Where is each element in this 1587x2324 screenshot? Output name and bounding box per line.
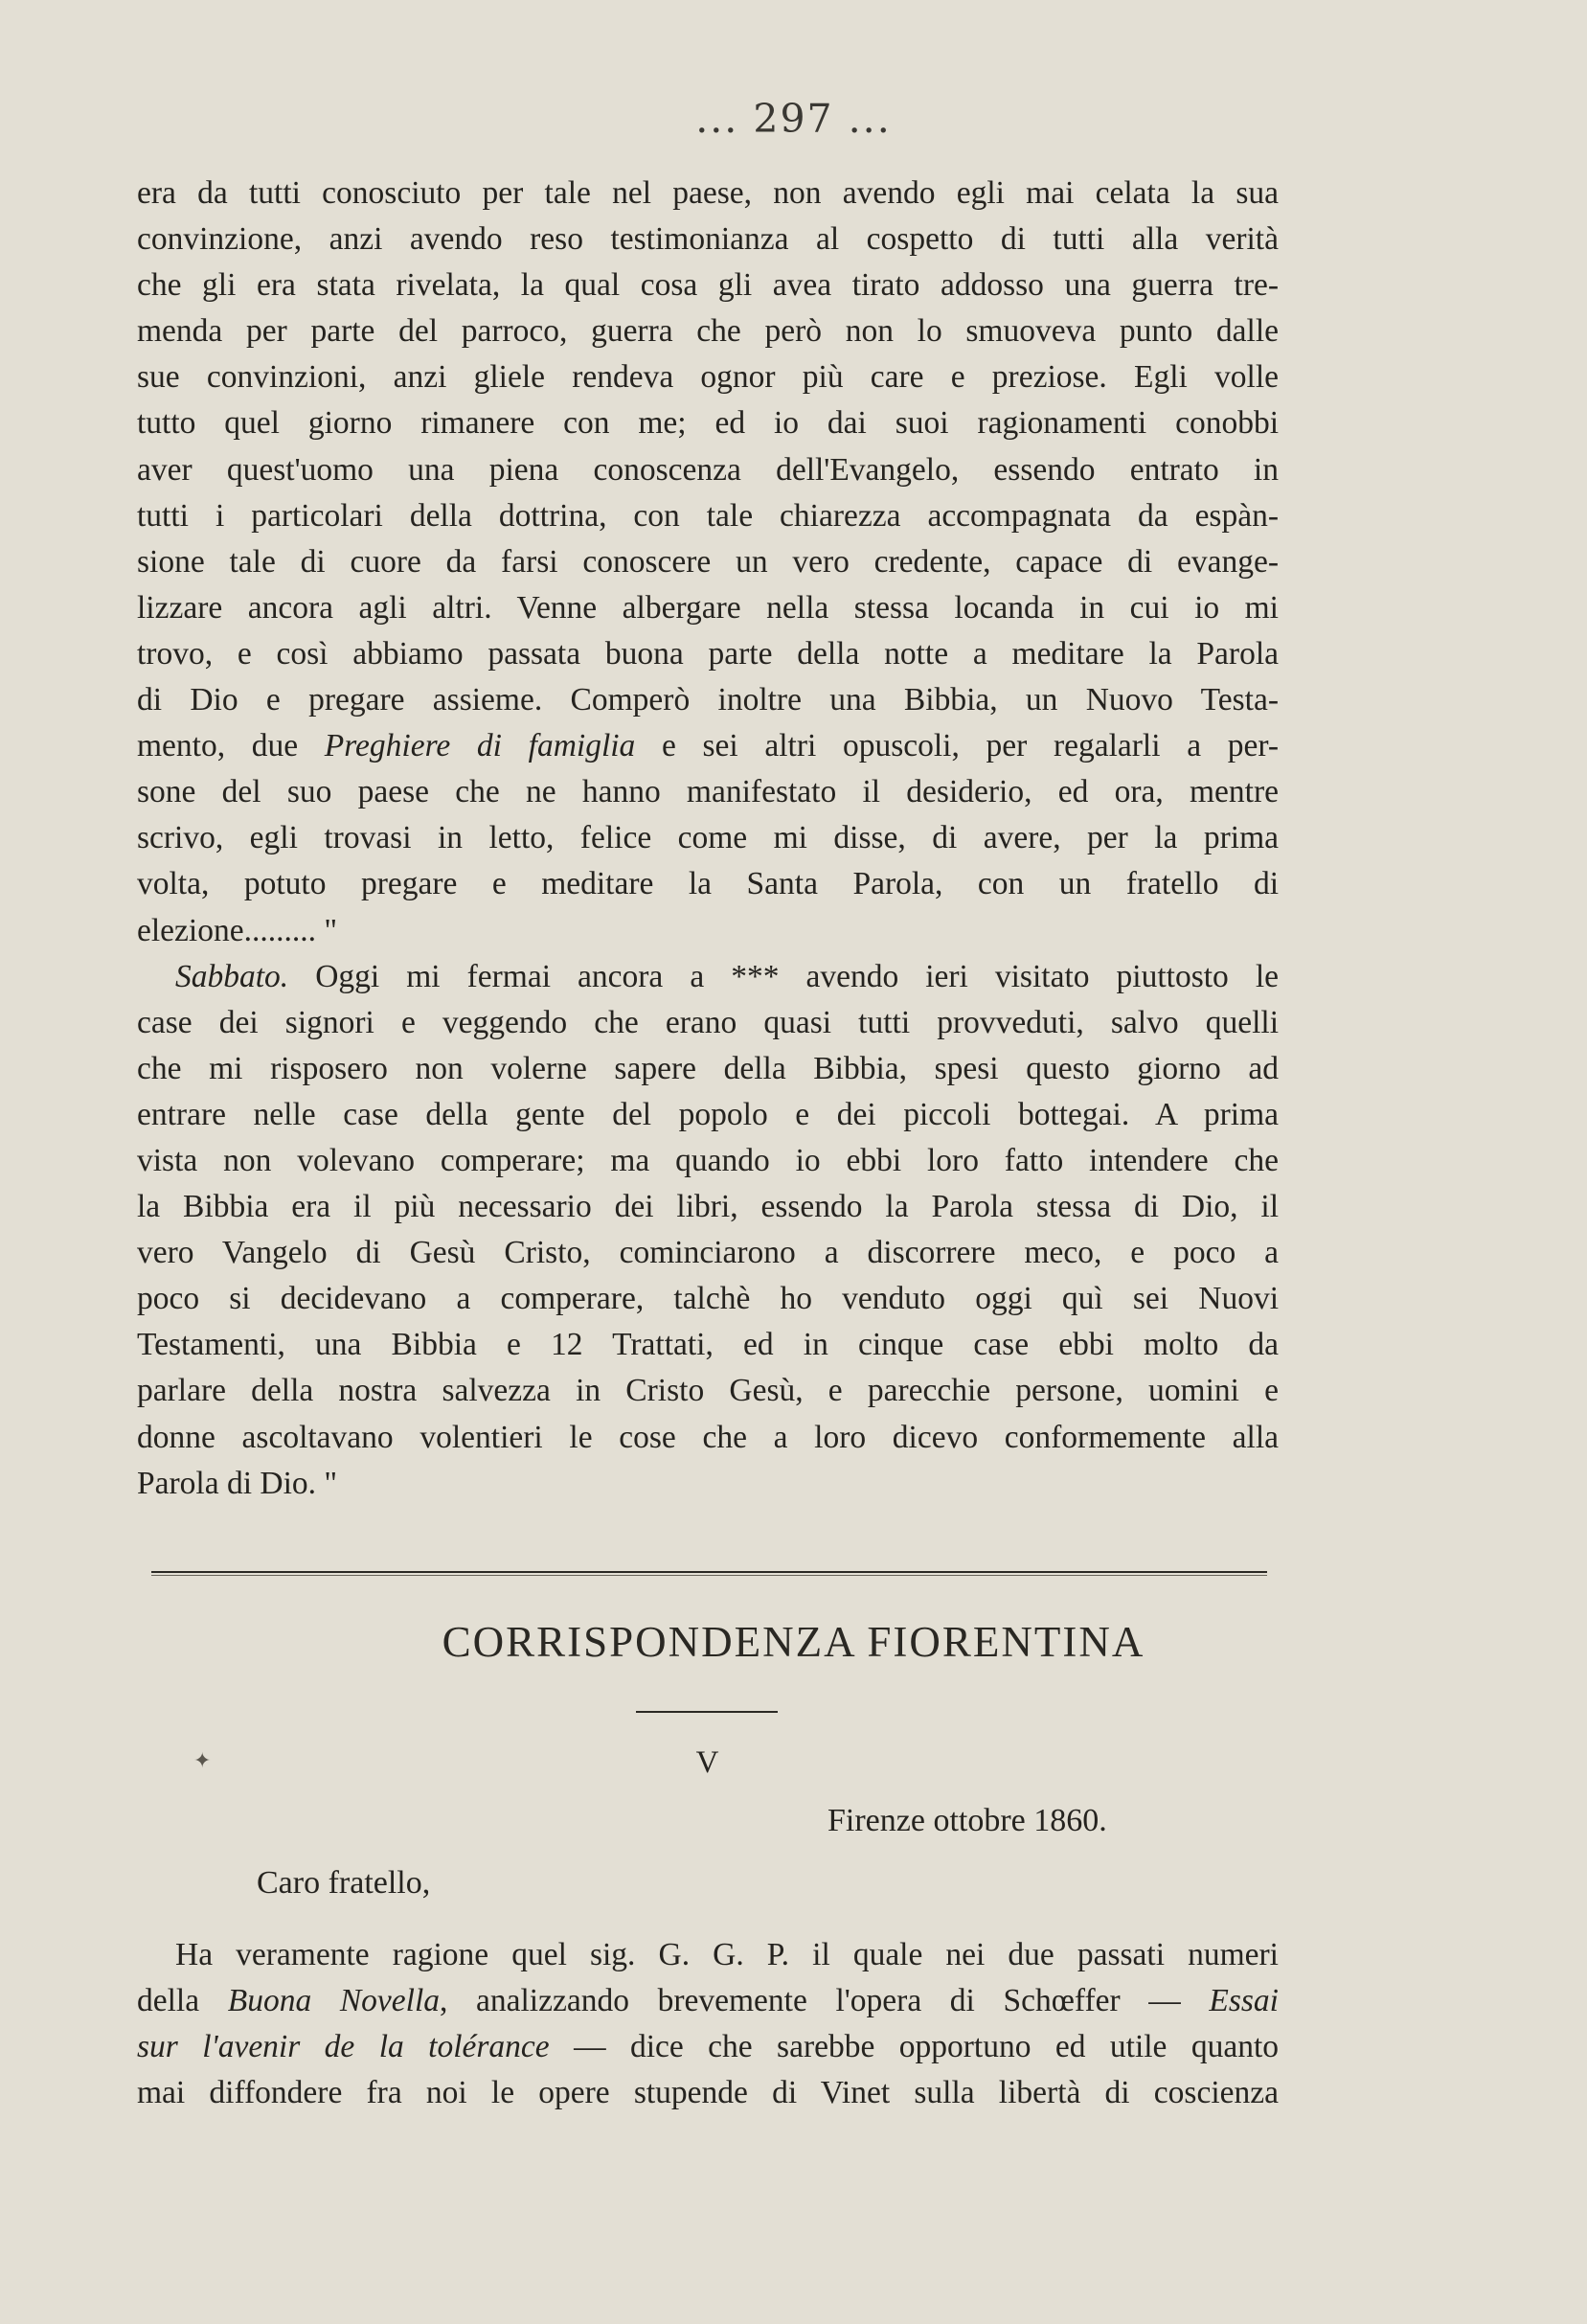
text-line — [137, 2024, 1279, 2070]
text-segment: , analizzando brevemente l'opera di Schœffer — — [440, 1983, 1210, 2019]
text-line: sone del suo paese che ne hanno manifestato il desiderio, ed ora, mentre — [137, 774, 1279, 810]
text-segment: della — [137, 1983, 228, 2019]
text-line: case dei signori e veggendo che erano quasi tutti provveduti, salvo quelli — [137, 1004, 1279, 1040]
letter-paragraph — [137, 1932, 1279, 2116]
italic-title: Preghiere di famiglia — [324, 728, 636, 764]
italic-title: Buona Novella — [227, 1983, 441, 2019]
text-line — [137, 2070, 1279, 2116]
letter-number: V — [695, 1745, 719, 1780]
text-line — [137, 723, 1279, 769]
text-segment: e sei altri opuscoli, per regalarli a per- — [635, 728, 1279, 764]
text-segment: mento, due — [137, 728, 325, 764]
italic-title: Essai — [1209, 1983, 1279, 2019]
italic-title: sur l'avenir de la tolérance — [137, 2029, 550, 2065]
text-line: scrivo, egli trovasi in letto, felice come mi disse, di avere, per la prima — [137, 820, 1279, 856]
print-speck: ✦ — [193, 1749, 212, 1773]
text-line: che gli era stata rivelata, la qual cosa gli avea tirato addosso una guerra tre- — [137, 267, 1279, 304]
text-line — [137, 1932, 1279, 1978]
text-line: di Dio e pregare assieme. Comperò inoltre una Bibbia, un Nuovo Testa- — [137, 682, 1279, 718]
text-line: elezione......... " — [137, 912, 338, 948]
section-divider — [151, 1571, 1267, 1576]
text-line: tutto quel giorno rimanere con me; ed io dai suoi ragionamenti conobbi — [137, 405, 1279, 442]
text-line: trovo, e così abbiamo passata buona parte della notte a meditare la Parola — [137, 635, 1279, 672]
text-line: convinzione, anzi avendo reso testimonianza al cospetto di tutti alla verità — [137, 221, 1279, 258]
text-line: Testamenti, una Bibbia e 12 Trattati, ed in cinque case ebbi molto da — [137, 1327, 1279, 1363]
text-line: entrare nelle case della gente del popolo e dei piccoli bottegai. A prima — [137, 1096, 1279, 1132]
text-line — [137, 954, 1279, 1000]
text-line: Parola di Dio. " — [137, 1465, 338, 1501]
text-segment: Oggi mi fermai ancora a *** avendo ieri visitato piuttosto le — [288, 958, 1279, 994]
salutation: Caro fratello, — [257, 1865, 431, 1901]
text-line: sione tale di cuore da farsi conoscere un vero credente, capace di evange- — [137, 543, 1279, 580]
text-line: menda per parte del parroco, guerra che però non lo smuoveva punto dalle — [137, 313, 1279, 350]
text-line: era da tutti conosciuto per tale nel paese, non avendo egli mai celata la sua — [137, 175, 1279, 211]
day-label: Sabbato. — [175, 958, 289, 994]
dateline: Firenze ottobre 1860. — [828, 1803, 1107, 1838]
text-line: la Bibbia era il più necessario dei libri, essendo la Parola stessa di Dio, il — [137, 1189, 1279, 1225]
diary-paragraph — [137, 171, 1279, 1507]
text-line — [137, 1978, 1279, 2024]
text-segment: Ha veramente ragione quel sig. G. G. P. il quale nei due passati numeri — [175, 1937, 1279, 1972]
text-line: sue convinzioni, anzi gliele rendeva ognor più care e preziose. Egli volle — [137, 359, 1279, 396]
text-line: tutti i particolari della dottrina, con tale chiarezza accompagnata da espàn- — [137, 497, 1279, 534]
text-line: che mi risposero non volerne sapere della Bibbia, spesi questo giorno ad — [137, 1050, 1279, 1086]
text-segment: — dice che sarebbe opportuno ed utile quanto — [549, 2029, 1280, 2065]
page-number: ... 297 ... — [695, 96, 892, 142]
title-underline — [636, 1711, 778, 1713]
text-line: poco si decidevano a comperare, talchè ho venduto oggi quì sei Nuovi — [137, 1281, 1279, 1317]
section-title: CORRISPONDENZA FIORENTINA — [442, 1618, 1145, 1666]
text-line: parlare della nostra salvezza in Cristo Gesù, e parecchie persone, uomini e — [137, 1373, 1279, 1409]
text-line: vero Vangelo di Gesù Cristo, cominciarono a discorrere meco, e poco a — [137, 1235, 1279, 1271]
text-line: donne ascoltavano volentieri le cose che a loro dicevo conformemente alla — [137, 1419, 1279, 1455]
text-line: volta, potuto pregare e meditare la Santa Parola, con un fratello di — [137, 866, 1279, 902]
text-line: vista non volevano comperare; ma quando io ebbi loro fatto intendere che — [137, 1142, 1279, 1178]
text-segment: mai diffondere fra noi le opere stupende di Vinet sulla libertà di coscienza — [137, 2075, 1279, 2111]
text-line: aver quest'uomo una piena conoscenza dell'Evangelo, essendo entrato in — [137, 451, 1279, 488]
text-line: lizzare ancora agli altri. Venne albergare nella stessa locanda in cui io mi — [137, 589, 1279, 626]
